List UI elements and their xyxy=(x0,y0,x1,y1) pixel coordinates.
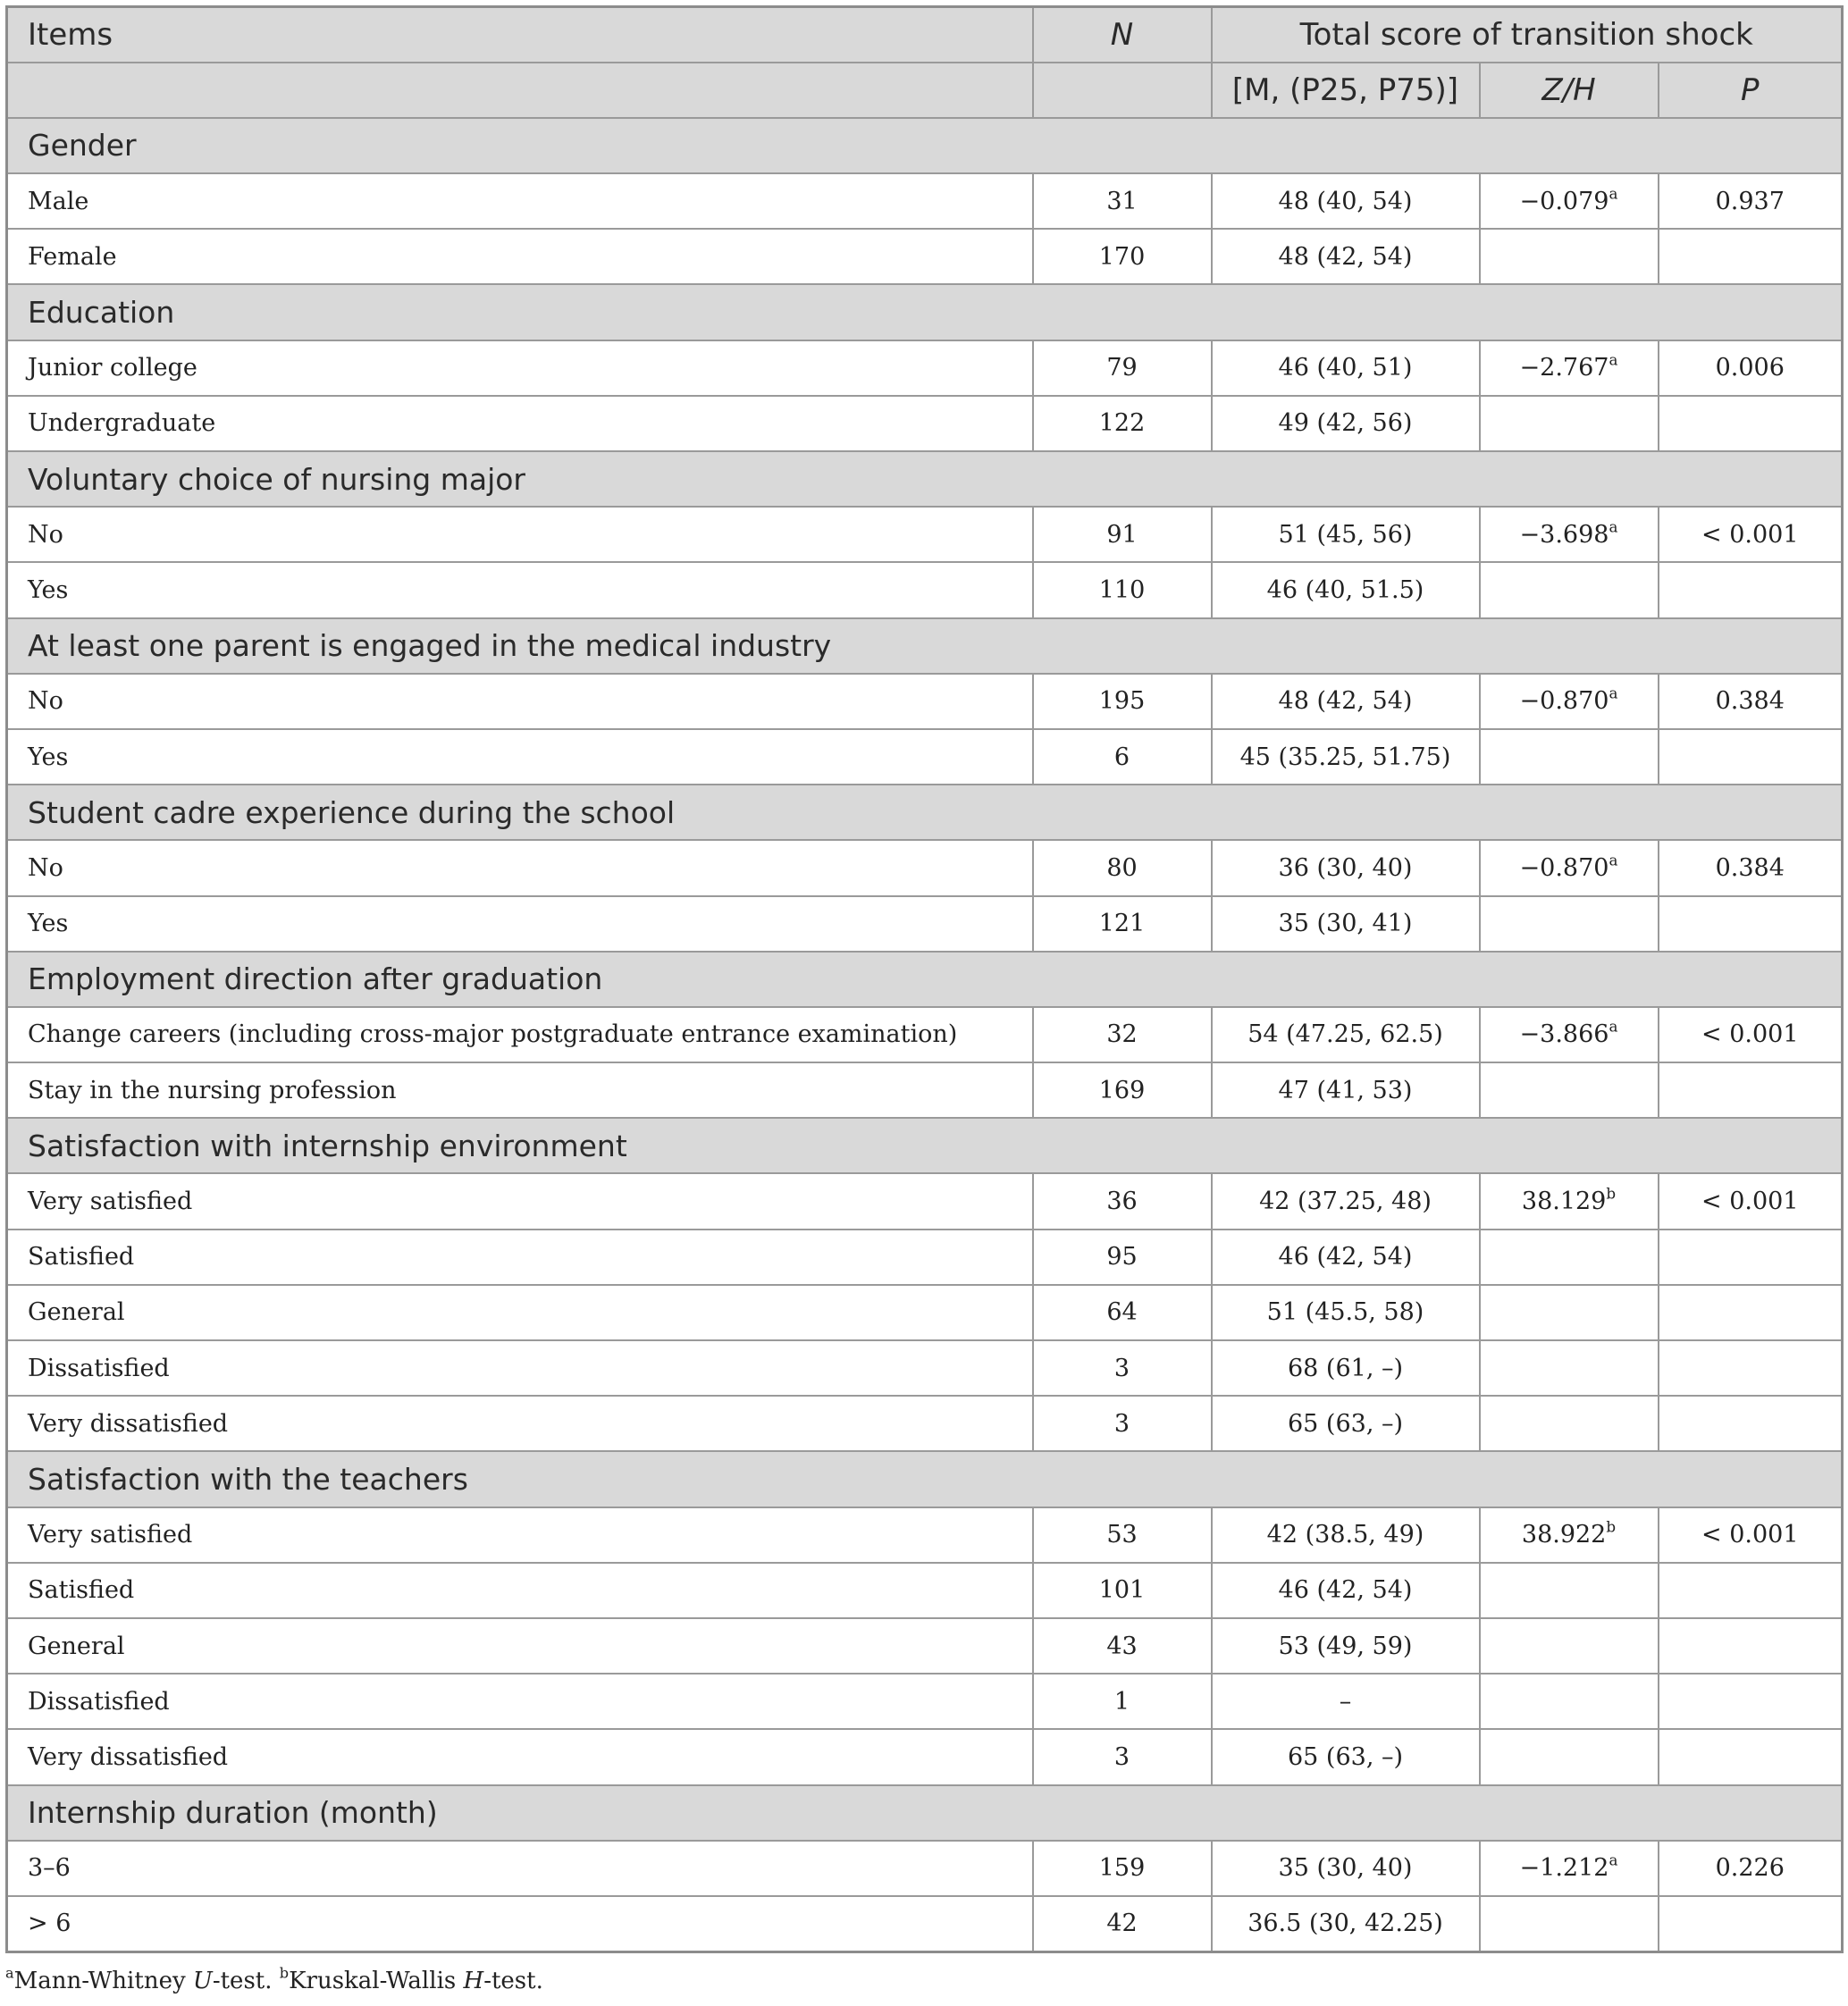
row-score: 46 (42, 54) xyxy=(1212,1563,1480,1618)
row-score: 51 (45.5, 58) xyxy=(1212,1285,1480,1340)
row-n: 80 xyxy=(1033,840,1212,895)
row-p: < 0.001 xyxy=(1659,507,1843,562)
section-row xyxy=(7,1451,1843,1507)
row-n: 31 xyxy=(1033,173,1212,229)
row-label: No xyxy=(7,840,1033,895)
row-zh-value: −2.767 xyxy=(1519,354,1609,382)
section-title: Student cadre experience during the school xyxy=(7,785,1843,840)
row-p xyxy=(1659,229,1843,284)
row-label: Change careers (including cross-major postgraduate entrance examination) xyxy=(7,1007,1033,1062)
row-zh xyxy=(1480,1285,1659,1340)
header-row-1 xyxy=(7,7,1843,63)
row-zh xyxy=(1480,1230,1659,1285)
row-label: General xyxy=(7,1618,1033,1674)
row-zh xyxy=(1480,1007,1659,1062)
row-zh xyxy=(1480,1896,1659,1951)
row-label: Very dissatisfied xyxy=(7,1396,1033,1451)
row-zh xyxy=(1480,1062,1659,1118)
row-score: 46 (42, 54) xyxy=(1212,1230,1480,1285)
row-label: Dissatisfied xyxy=(7,1674,1033,1729)
section-row xyxy=(7,785,1843,840)
table-row xyxy=(7,1340,1843,1396)
table-row xyxy=(7,229,1843,284)
row-zh-note: b xyxy=(1606,1184,1617,1203)
row-n: 42 xyxy=(1033,1896,1212,1951)
row-score: 36.5 (30, 42.25) xyxy=(1212,1896,1480,1951)
row-zh xyxy=(1480,1674,1659,1729)
table-row xyxy=(7,396,1843,451)
table-row xyxy=(7,1062,1843,1118)
row-label: No xyxy=(7,674,1033,729)
section-title: At least one parent is engaged in the medical industry xyxy=(7,618,1843,674)
row-n: 122 xyxy=(1033,396,1212,451)
row-p xyxy=(1659,1674,1843,1729)
row-label: Very satisfied xyxy=(7,1173,1033,1229)
table-row xyxy=(7,1729,1843,1784)
row-zh xyxy=(1480,896,1659,952)
table-row xyxy=(7,1841,1843,1896)
table-row xyxy=(7,840,1843,895)
table-row xyxy=(7,340,1843,396)
table-row xyxy=(7,1173,1843,1229)
row-n: 79 xyxy=(1033,340,1212,396)
section-row xyxy=(7,118,1843,173)
section-row xyxy=(7,1118,1843,1173)
row-p xyxy=(1659,562,1843,617)
row-n: 95 xyxy=(1033,1230,1212,1285)
section-title: Internship duration (month) xyxy=(7,1785,1843,1841)
row-zh xyxy=(1480,173,1659,229)
row-n: 195 xyxy=(1033,674,1212,729)
row-p: 0.937 xyxy=(1659,173,1843,229)
row-n: 36 xyxy=(1033,1173,1212,1229)
row-n: 3 xyxy=(1033,1729,1212,1784)
header-score-sub: [M, (P25, P75)] xyxy=(1212,63,1480,118)
section-title: Employment direction after graduation xyxy=(7,952,1843,1007)
row-zh-value: −0.870 xyxy=(1519,853,1609,882)
table-row xyxy=(7,1674,1843,1729)
row-zh-value: −0.870 xyxy=(1519,687,1609,716)
row-zh-note: a xyxy=(1609,1017,1618,1036)
header-empty-n xyxy=(1033,63,1212,118)
header-n: N xyxy=(1033,7,1212,63)
row-zh xyxy=(1480,729,1659,785)
table-row xyxy=(7,729,1843,785)
row-n: 43 xyxy=(1033,1618,1212,1674)
table-row xyxy=(7,1618,1843,1674)
row-label: Very satisfied xyxy=(7,1507,1033,1563)
row-zh xyxy=(1480,1340,1659,1396)
table-container xyxy=(5,5,1841,1953)
section-title: Voluntary choice of nursing major xyxy=(7,451,1843,507)
row-n: 91 xyxy=(1033,507,1212,562)
table-row xyxy=(7,674,1843,729)
row-label: Dissatisfied xyxy=(7,1340,1033,1396)
row-p: < 0.001 xyxy=(1659,1507,1843,1563)
row-p xyxy=(1659,1729,1843,1784)
row-n: 169 xyxy=(1033,1062,1212,1118)
header-p: P xyxy=(1659,63,1843,118)
row-zh xyxy=(1480,1507,1659,1563)
section-row xyxy=(7,1785,1843,1841)
section-title: Education xyxy=(7,284,1843,340)
row-zh xyxy=(1480,1729,1659,1784)
row-label: Very dissatisfied xyxy=(7,1729,1033,1784)
section-title: Satisfaction with the teachers xyxy=(7,1451,1843,1507)
row-p: 0.006 xyxy=(1659,340,1843,396)
table-row xyxy=(7,1007,1843,1062)
row-label: > 6 xyxy=(7,1896,1033,1951)
footnote-b-mark: b xyxy=(279,1964,290,1982)
row-zh-note: a xyxy=(1609,183,1618,202)
row-zh xyxy=(1480,1841,1659,1896)
row-n: 3 xyxy=(1033,1340,1212,1396)
row-zh xyxy=(1480,1618,1659,1674)
row-p xyxy=(1659,1285,1843,1340)
row-score: 45 (35.25, 51.75) xyxy=(1212,729,1480,785)
table-row xyxy=(7,1896,1843,1951)
row-score: 54 (47.25, 62.5) xyxy=(1212,1007,1480,1062)
row-zh xyxy=(1480,1396,1659,1451)
row-zh xyxy=(1480,229,1659,284)
row-n: 110 xyxy=(1033,562,1212,617)
row-p xyxy=(1659,1563,1843,1618)
row-score: 65 (63, –) xyxy=(1212,1396,1480,1451)
row-n: 101 xyxy=(1033,1563,1212,1618)
row-score: 46 (40, 51) xyxy=(1212,340,1480,396)
row-label: Undergraduate xyxy=(7,396,1033,451)
row-n: 1 xyxy=(1033,1674,1212,1729)
row-n: 3 xyxy=(1033,1396,1212,1451)
footnote-b-suffix: -test. xyxy=(483,1968,543,1994)
row-score: 35 (30, 41) xyxy=(1212,896,1480,952)
row-label: Satisfied xyxy=(7,1563,1033,1618)
row-label: No xyxy=(7,507,1033,562)
row-zh-value: −3.698 xyxy=(1519,520,1609,549)
row-label: Satisfied xyxy=(7,1230,1033,1285)
header-empty-items xyxy=(7,63,1033,118)
row-n: 159 xyxy=(1033,1841,1212,1896)
row-label: 3–6 xyxy=(7,1841,1033,1896)
row-p xyxy=(1659,1062,1843,1118)
row-zh-value: −1.212 xyxy=(1519,1854,1609,1883)
section-title: Satisfaction with internship environment xyxy=(7,1118,1843,1173)
footnote-b-text: Kruskal-Wallis xyxy=(289,1968,464,1994)
row-score: 42 (37.25, 48) xyxy=(1212,1173,1480,1229)
footnote-a-mark: a xyxy=(5,1964,14,1982)
row-p xyxy=(1659,1340,1843,1396)
row-n: 64 xyxy=(1033,1285,1212,1340)
table-row xyxy=(7,1563,1843,1618)
row-p xyxy=(1659,729,1843,785)
row-score: 65 (63, –) xyxy=(1212,1729,1480,1784)
table-row xyxy=(7,562,1843,617)
row-zh xyxy=(1480,396,1659,451)
row-score: 68 (61, –) xyxy=(1212,1340,1480,1396)
row-score: 42 (38.5, 49) xyxy=(1212,1507,1480,1563)
table-row xyxy=(7,1230,1843,1285)
row-p xyxy=(1659,396,1843,451)
footnote-a-italic: U xyxy=(192,1968,213,1994)
header-zh: Z/H xyxy=(1480,63,1659,118)
row-label: Yes xyxy=(7,729,1033,785)
footnote-a-suffix: -test. xyxy=(212,1968,280,1994)
row-zh-note: a xyxy=(1609,517,1618,536)
row-p xyxy=(1659,1896,1843,1951)
row-n: 170 xyxy=(1033,229,1212,284)
row-zh-note: a xyxy=(1609,350,1618,369)
row-p: 0.384 xyxy=(1659,840,1843,895)
row-zh xyxy=(1480,1563,1659,1618)
table-row xyxy=(7,896,1843,952)
table-row xyxy=(7,173,1843,229)
row-zh-value: −3.866 xyxy=(1519,1020,1609,1049)
header-row-2 xyxy=(7,63,1843,118)
section-row xyxy=(7,952,1843,1007)
row-label: Junior college xyxy=(7,340,1033,396)
row-zh xyxy=(1480,340,1659,396)
row-score: – xyxy=(1212,1674,1480,1729)
row-zh xyxy=(1480,562,1659,617)
row-n: 53 xyxy=(1033,1507,1212,1563)
section-title: Gender xyxy=(7,118,1843,173)
row-p xyxy=(1659,1396,1843,1451)
row-zh-value: 38.922 xyxy=(1521,1521,1607,1549)
row-label: Stay in the nursing profession xyxy=(7,1062,1033,1118)
row-p: < 0.001 xyxy=(1659,1173,1843,1229)
row-zh xyxy=(1480,1173,1659,1229)
row-zh-value: −0.079 xyxy=(1519,187,1609,215)
results-table xyxy=(5,5,1844,1953)
row-score: 35 (30, 40) xyxy=(1212,1841,1480,1896)
row-p xyxy=(1659,896,1843,952)
row-score: 46 (40, 51.5) xyxy=(1212,562,1480,617)
footnote-b-italic: H xyxy=(463,1968,484,1994)
header-items: Items xyxy=(7,7,1033,63)
row-zh-note: a xyxy=(1609,684,1618,702)
header-score-title: Total score of transition shock xyxy=(1212,7,1843,63)
row-label: General xyxy=(7,1285,1033,1340)
row-n: 32 xyxy=(1033,1007,1212,1062)
row-p xyxy=(1659,1618,1843,1674)
row-score: 48 (42, 54) xyxy=(1212,674,1480,729)
row-zh xyxy=(1480,507,1659,562)
row-zh-value: 38.129 xyxy=(1521,1188,1607,1216)
row-label: Yes xyxy=(7,562,1033,617)
row-label: Yes xyxy=(7,896,1033,952)
footnote-a-text: Mann-Whitney xyxy=(13,1968,193,1994)
table-row xyxy=(7,1285,1843,1340)
row-p: 0.226 xyxy=(1659,1841,1843,1896)
row-p: < 0.001 xyxy=(1659,1007,1843,1062)
row-zh-note: a xyxy=(1609,1851,1618,1869)
row-zh xyxy=(1480,840,1659,895)
row-score: 49 (42, 56) xyxy=(1212,396,1480,451)
section-row xyxy=(7,284,1843,340)
row-label: Female xyxy=(7,229,1033,284)
row-zh xyxy=(1480,674,1659,729)
row-n: 6 xyxy=(1033,729,1212,785)
row-p: 0.384 xyxy=(1659,674,1843,729)
row-score: 51 (45, 56) xyxy=(1212,507,1480,562)
row-score: 53 (49, 59) xyxy=(1212,1618,1480,1674)
row-zh-note: b xyxy=(1606,1517,1617,1536)
row-score: 48 (40, 54) xyxy=(1212,173,1480,229)
row-score: 48 (42, 54) xyxy=(1212,229,1480,284)
row-label: Male xyxy=(7,173,1033,229)
table-row xyxy=(7,507,1843,562)
section-row xyxy=(7,451,1843,507)
table-row xyxy=(7,1507,1843,1563)
row-n: 121 xyxy=(1033,896,1212,952)
row-score: 47 (41, 53) xyxy=(1212,1062,1480,1118)
table-footnote xyxy=(5,1964,543,1994)
row-score: 36 (30, 40) xyxy=(1212,840,1480,895)
section-row xyxy=(7,618,1843,674)
table-row xyxy=(7,1396,1843,1451)
row-p xyxy=(1659,1230,1843,1285)
row-zh-note: a xyxy=(1609,851,1618,869)
